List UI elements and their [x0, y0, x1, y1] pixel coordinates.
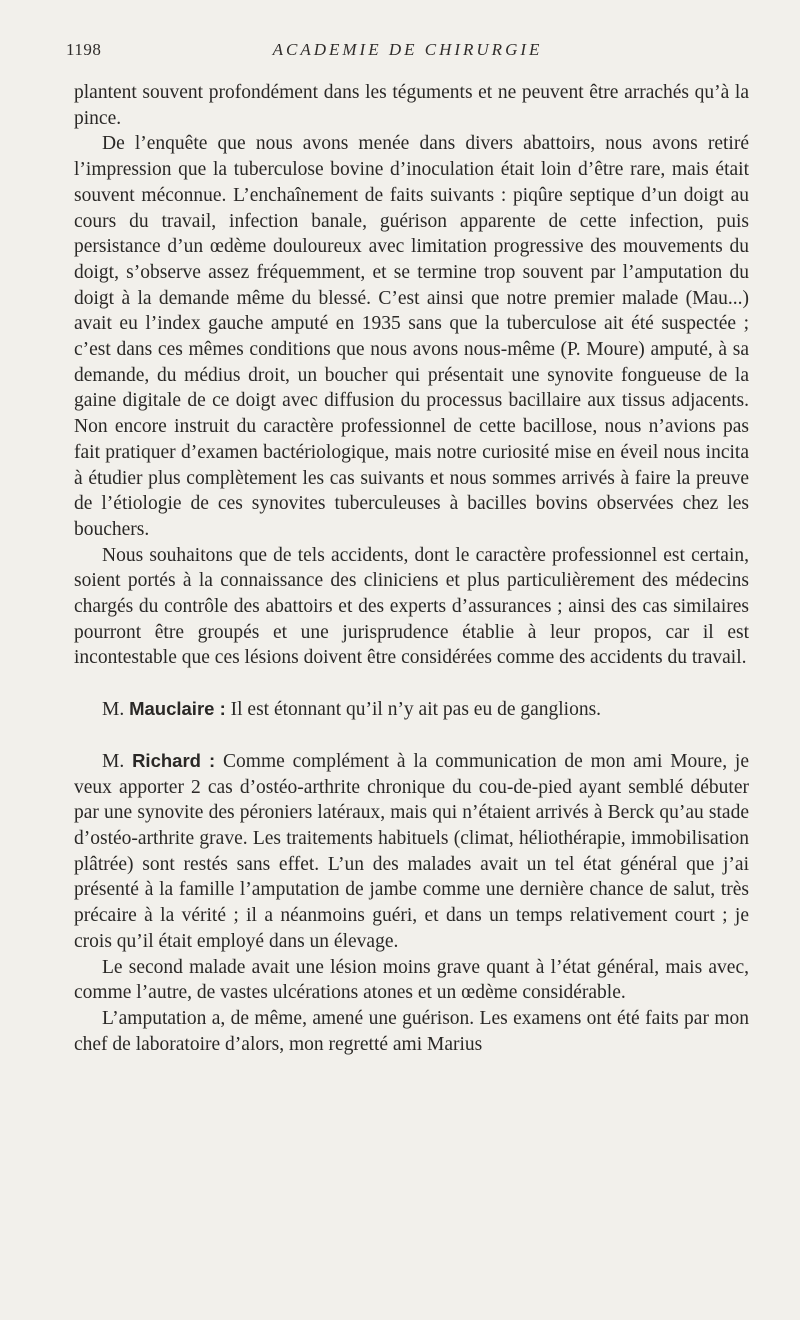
speaker-remark: Il est étonnant qu’il n’y ait pas eu de ganglions. [225, 699, 602, 721]
speaker-prefix: M. [102, 699, 130, 721]
speaker-prefix: M. [102, 750, 133, 772]
running-title: ACADEMIE DE CHIRURGIE [272, 40, 543, 59]
speaker-separator: : [200, 749, 216, 771]
running-header [66, 40, 749, 66]
spacer [74, 723, 749, 748]
speaker-remark: Comme complément à la communication de mon ami Moure, je veux apporter 2 cas d’ostéo-arthrite chronique du cou-de-pied ayant semblé débuter par une synovite des péroniers latéraux, mais qui n’étaient arrivés à Berck qu’au stade d’ostéo-arthrite grave. Les traitements habituels (climat, héliothérapie, immobilisation plâtrée) sont restés sans effet. L’un des malades avait un tel état général que j’ai présenté à la famille l’amputation de jambe comme une dernière chance de salut, très précaire à la vérité ; il a néanmoins guéri, et dans un temps relativement court ; je crois qu’il était employé dans un élevage. [74, 750, 749, 952]
speaker-name-richard: Richard [132, 749, 201, 771]
paragraph-amputation: L’amputation a, de même, amené une guérison. Les examens ont été faits par mon chef de laboratoire d’alors, mon regretté ami Marius [74, 1007, 749, 1055]
page-number: 1198 [66, 40, 102, 59]
paragraph-mauclaire [74, 696, 749, 723]
paragraph-souhaits: Nous souhaitons que de tels accidents, dont le caractère professionnel est certain, soient portés à la connaissance des cliniciens et plus particulièrement des médecins chargés du contrôle des abattoirs et des experts d’assurances ; ainsi des cas similaires pourront être groupés et une jurisprudence établie à leur propos, car il est incontestable que ces lésions doivent être considérées comme des accidents du travail. [74, 544, 749, 669]
paragraph-second-malade: Le second malade avait une lésion moins grave quant à l’état général, mais avec, comme l’autre, de vastes ulcérations atones et un œdème considérable. [74, 956, 749, 1004]
paragraph-enquete: De l’enquête que nous avons menée dans divers abattoirs, nous avons retiré l’impression que la tuberculose bovine d’inoculation était loin d’être rare, mais était souvent méconnue. L’enchaînement de faits suivants : piqûre septique d’un doigt au cours du travail, infection banale, guérison apparente de cette infection, puis persistance d’un œdème douloureux avec limitation progressive des mouvements du doigt, s’observe assez fréquemment, et se termine trop souvent par l’amputation du doigt à la demande même du blessé. C’est ainsi que notre premier malade (Mau...) avait eu l’index gauche amputé en 1935 sans que la tuberculose ait été suspectée ; c’est dans ces mêmes conditions que nous avons nous-même (P. Moure) amputé, à sa demande, du médius droit, un boucher qui présentait une synovite fongueuse de la gaine digitale de ce doigt avec diffusion du processus bacillaire aux tissus adjacents. Non encore instruit du caractère professionnel de cette bacillose, nous n’avions pas fait pratiquer d’examen bactériologique, mais notre curiosité mise en éveil nous incita à étudier plus complètement les cas suivants et nous sommes arrivés à faire la preuve de l’étiologie de ces synovites tuberculeuses à bacilles bovins observées chez les bouchers. [74, 133, 749, 540]
speaker-separator: : [214, 698, 226, 720]
speaker-name-mauclaire: Mauclaire [129, 698, 215, 720]
paragraph-continuation: plantent souvent profondément dans les téguments et ne peuvent être arrachés qu’à la pince. [74, 82, 749, 129]
spacer [74, 671, 749, 696]
paragraph-richard [74, 748, 749, 955]
body-text [74, 80, 749, 1057]
